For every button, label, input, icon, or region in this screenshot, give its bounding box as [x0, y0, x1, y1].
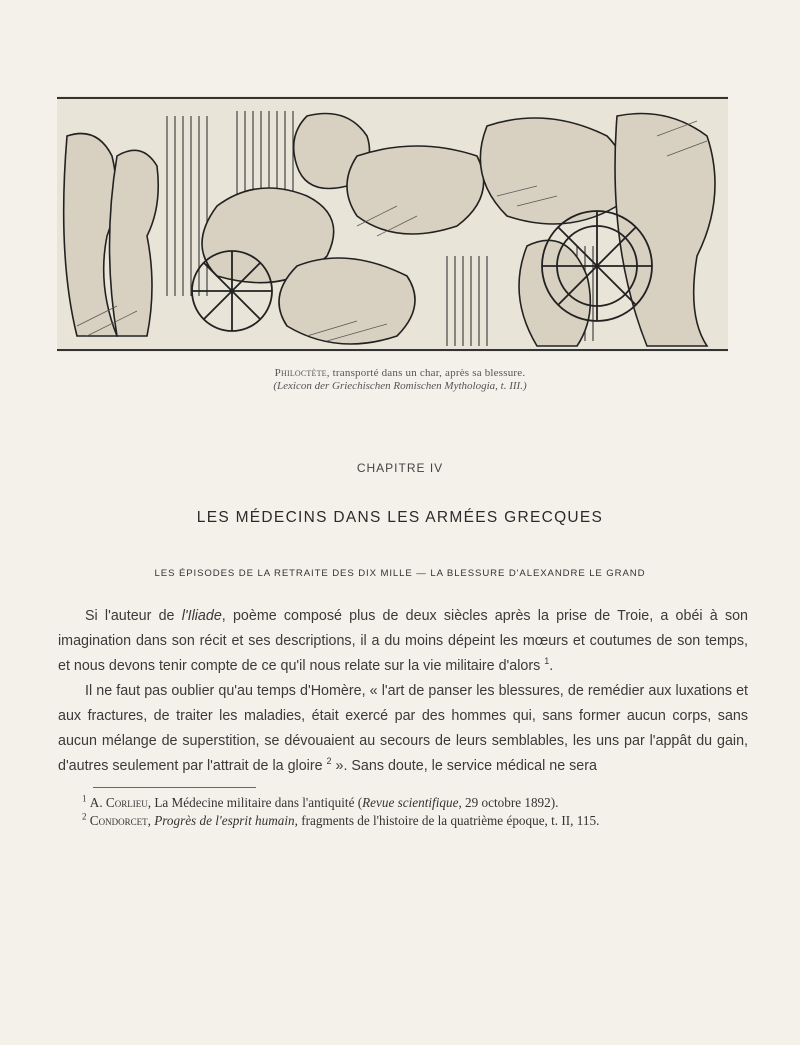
p1-text-c: . — [549, 658, 554, 674]
footnote-1-author: A. Corlieu — [89, 795, 148, 810]
p2-text-a: Il ne faut pas oublier qu'au temps d'Homère, « l'art de panser les blessures, de remédier aux luxations et aux fractures, de traiter les maladies, était exercé par des hommes qui, sans former aucun corps, sans aucun mélange de superstition, se dévouaient au secours de leurs semblables, les uns par l'appât du gain, d'autres seulement par l'attrait de la gloire — [58, 683, 748, 774]
p1-text-b: , poème composé plus de deux siècles après la prise de Troie, a obéi à son imagination dans son récit et ses descriptions, il a du moins dépeint les mœurs et coutumes de son temps, et nous devons tenir compte de ce qu'il nous relate sur la vie militaire d'alors — [58, 608, 748, 674]
footnote-2-text-a: , — [147, 813, 155, 828]
bas-relief-illustration — [57, 96, 728, 352]
footnote-2-author: Condorcet — [89, 813, 148, 828]
footnote-ref-2: 2 — [326, 756, 332, 767]
footnotes — [58, 794, 748, 830]
footnote-2-text-b: , fragments de l'histoire de la quatrième époque, t. II, 115. — [294, 813, 600, 828]
paragraph-1 — [58, 604, 748, 679]
chapter-label: CHAPITRE IV — [356, 461, 444, 475]
p2-text-b: ». Sans doute, le service médical ne sera — [331, 758, 597, 774]
caption-text: , transporté dans un char, après sa blessure. — [326, 367, 526, 379]
p1-iliade: l'Iliade — [181, 608, 222, 624]
footnote-1-journal: Revue scientifique — [362, 795, 459, 810]
chapter-title: LES MÉDECINS DANS LES ARMÉES GRECQUES — [196, 509, 604, 526]
paragraph-2 — [58, 679, 748, 779]
footnote-1 — [58, 794, 748, 812]
plate-caption — [0, 367, 800, 379]
footnote-1-number: 1 — [82, 793, 87, 804]
plate-source: (Lexicon der Griechischen Romischen Mythologia, t. III.) — [273, 380, 527, 392]
footnote-2-number: 2 — [82, 811, 87, 822]
footnote-1-text-a: , La Médecine militaire dans l'antiquité ( — [147, 795, 363, 810]
caption-name: Philoctète — [274, 367, 327, 379]
p1-text-a: Si l'auteur de — [85, 608, 182, 624]
footnote-divider — [93, 787, 256, 788]
footnote-2-work: Progrès de l'esprit humain — [154, 813, 295, 828]
footnote-2 — [58, 812, 748, 830]
footnote-1-text-b: , 29 octobre 1892). — [458, 795, 559, 810]
chapter-subtitle: LES ÉPISODES DE LA RETRAITE DES DIX MILLE — LA BLESSURE D'ALEXANDRE LE GRAND — [154, 568, 646, 579]
footnote-ref-1: 1 — [544, 656, 550, 667]
